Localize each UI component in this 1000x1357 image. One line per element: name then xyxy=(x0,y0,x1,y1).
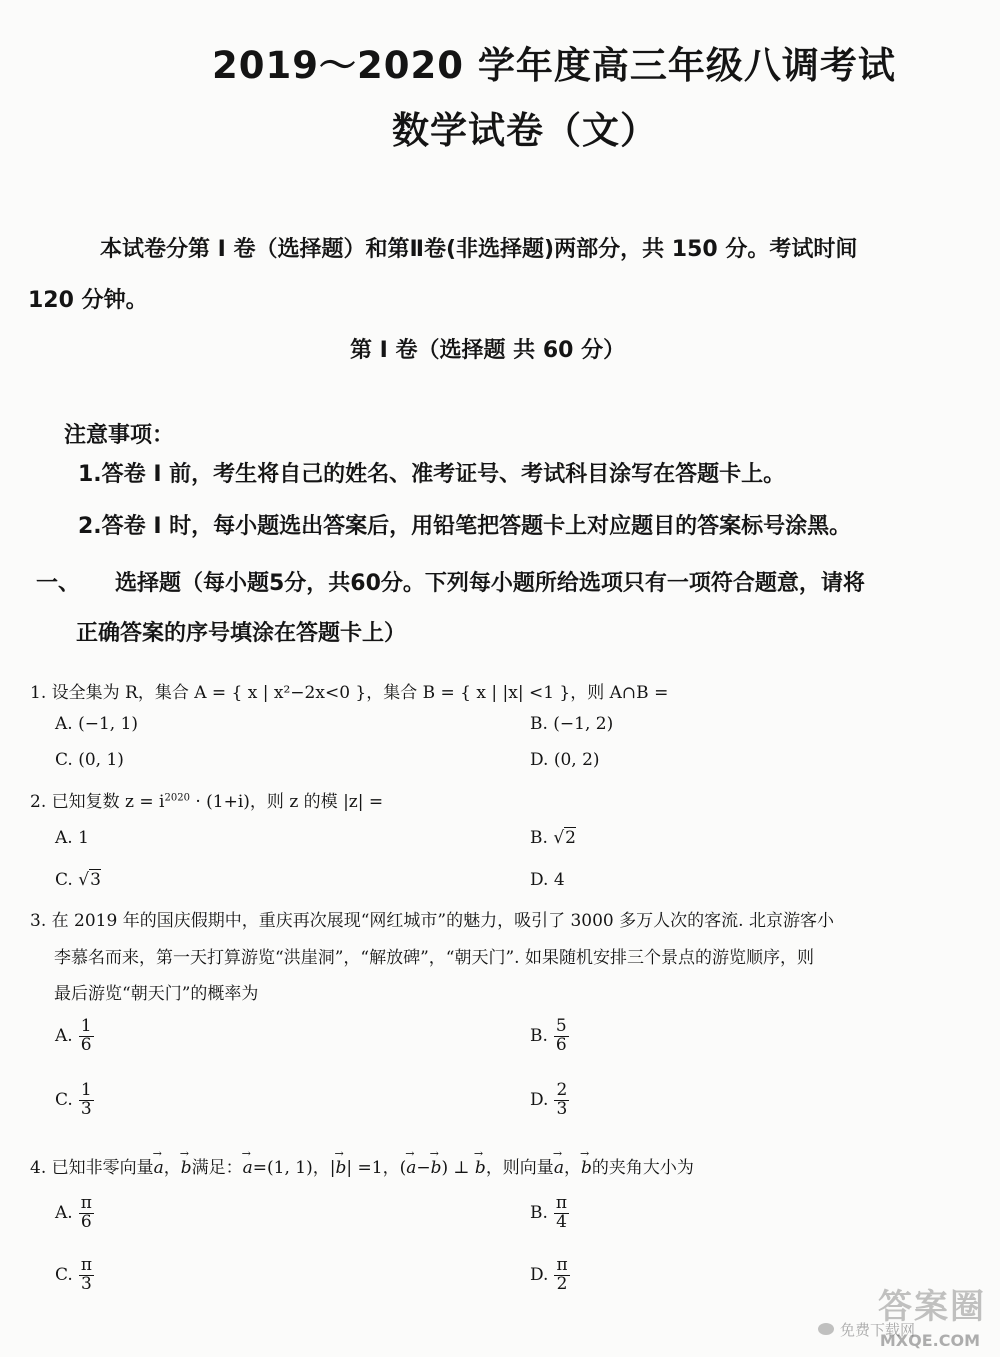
fraction xyxy=(79,1257,94,1294)
stem-text: ) ⊥ xyxy=(441,1158,475,1178)
numerator: π xyxy=(555,1193,568,1213)
question-4-option-b xyxy=(530,1195,569,1232)
vector-b: → b xyxy=(431,1158,442,1178)
radical-icon: √ xyxy=(78,870,90,890)
stem-text: − xyxy=(416,1158,431,1178)
section-heading-line-1: 选择题（每小题5分，共60分。下列每小题所给选项只有一项符合题意，请将 xyxy=(115,571,865,596)
stem-text: 满足： xyxy=(191,1158,243,1178)
fraction xyxy=(79,1018,94,1055)
vector-a: → a xyxy=(154,1158,164,1178)
numerator: 1 xyxy=(80,1016,92,1036)
question-3-option-d xyxy=(530,1082,569,1119)
question-2-option-a: A. 1 xyxy=(55,828,89,848)
question-3-option-b xyxy=(530,1018,569,1055)
intro-line-1: 本试卷分第 I 卷（选择题）和第Ⅱ卷(非选择题)两部分，共 150 分。考试时间 xyxy=(100,237,858,262)
denominator: 3 xyxy=(80,1098,92,1119)
question-2-option-b-radicand: 2 xyxy=(565,828,576,848)
question-4-option-d xyxy=(530,1257,570,1294)
denominator: 6 xyxy=(80,1211,92,1232)
intro-line-2: 120 分钟。 xyxy=(28,288,148,313)
watermark xyxy=(804,1279,994,1351)
numerator: π xyxy=(556,1255,568,1275)
stem-text: 的夹角大小为 xyxy=(591,1158,694,1178)
fraction xyxy=(554,1018,569,1055)
question-1-option-a: A. (−1, 1) xyxy=(55,714,139,734)
question-2-option-b-label: B. xyxy=(530,828,548,848)
note-item-1: 1.答卷 I 前，考生将自己的姓名、准考证号、考试科目涂写在答题卡上。 xyxy=(78,462,786,487)
fraction xyxy=(79,1195,94,1232)
fraction xyxy=(554,1195,569,1232)
watermark-url: MXQE.COM xyxy=(879,1331,980,1350)
section-number: 一、 xyxy=(36,571,81,596)
watermark-caption: 免费下载网 xyxy=(840,1321,916,1339)
numerator: π xyxy=(80,1193,92,1213)
question-3-stem-line-2: 李慕名而来，第一天打算游览“洪崖洞”，“解放碑”，“朝天门”. 如果随机安排三个景点的游览顺序，则 xyxy=(54,948,814,968)
question-1-option-d: D. (0, 2) xyxy=(530,750,600,770)
question-2-stem xyxy=(30,787,383,812)
question-2-option-c-label: C. xyxy=(55,870,73,890)
option-label: B. xyxy=(530,1026,548,1047)
section-heading-line-2: 正确答案的序号填涂在答题卡上） xyxy=(76,621,407,646)
option-label: C. xyxy=(55,1265,73,1286)
vector-b: → b xyxy=(181,1158,192,1178)
question-2-option-b xyxy=(530,828,576,848)
part1-heading: 第 I 卷（选择题 共 60 分） xyxy=(350,338,626,363)
exam-title: 2019～2020 学年度高三年级八调考试 xyxy=(212,44,896,87)
exam-subtitle: 数学试卷（文） xyxy=(392,109,658,152)
option-label: C. xyxy=(55,1090,73,1111)
option-label: A. xyxy=(55,1026,73,1047)
vector-a: → a xyxy=(406,1158,416,1178)
wechat-icon xyxy=(818,1323,834,1335)
watermark-logo: 答案圈 xyxy=(878,1287,986,1327)
fraction xyxy=(554,1082,569,1119)
option-label: D. xyxy=(530,1265,549,1286)
stem-text: 4. 已知非零向量 xyxy=(30,1158,154,1178)
denominator: 2 xyxy=(556,1273,568,1294)
numerator: 1 xyxy=(80,1080,92,1100)
stem-text: | =1，( xyxy=(346,1158,407,1178)
numerator: π xyxy=(80,1255,92,1275)
stem-text: =(1, 1)，| xyxy=(252,1158,336,1178)
question-3-option-c xyxy=(55,1082,94,1119)
question-2-option-c-radicand: 3 xyxy=(90,870,101,890)
stem-text: ， xyxy=(163,1158,181,1178)
stem-text: ， xyxy=(563,1158,581,1178)
stem-text: ，则向量 xyxy=(485,1158,554,1178)
question-3-option-a xyxy=(55,1018,94,1055)
vector-b: → b xyxy=(335,1158,346,1178)
option-label: A. xyxy=(55,1203,73,1224)
numerator: 2 xyxy=(556,1080,568,1100)
question-2-stem-suffix: · (1+i)，则 z 的模 |z| = xyxy=(189,792,384,812)
question-1-option-c: C. (0, 1) xyxy=(55,750,124,770)
note-item-2: 2.答卷 I 时，每小题选出答案后，用铅笔把答题卡上对应题目的答案标号涂黑。 xyxy=(78,514,852,539)
fraction xyxy=(554,1257,569,1294)
notes-heading: 注意事项： xyxy=(64,423,175,448)
denominator: 6 xyxy=(80,1034,92,1055)
question-2-stem-prefix: 2. 已知复数 z = i xyxy=(30,792,165,812)
vector-a: → a xyxy=(554,1158,564,1178)
question-4-option-a xyxy=(55,1195,94,1232)
option-label: D. xyxy=(530,1090,549,1111)
denominator: 3 xyxy=(80,1273,92,1294)
denominator: 6 xyxy=(555,1034,567,1055)
question-3-stem-line-3: 最后游览“朝天门”的概率为 xyxy=(54,984,259,1004)
numerator: 5 xyxy=(555,1016,567,1036)
denominator: 4 xyxy=(556,1211,567,1232)
fraction xyxy=(79,1082,94,1119)
question-1-option-b: B. (−1, 2) xyxy=(530,714,614,734)
question-2-option-d: D. 4 xyxy=(530,870,565,890)
question-3-stem-line-1: 3. 在 2019 年的国庆假期中，重庆再次展现“网红城市”的魅力，吸引了 3000 多万人次的客流. 北京游客小 xyxy=(30,911,834,931)
radical-icon: √ xyxy=(553,828,565,848)
option-label: B. xyxy=(530,1203,548,1224)
question-1-stem: 1. 设全集为 R，集合 A = { x | x²−2x<0 }，集合 B = { x | |x| <1 }，则 A∩B = xyxy=(30,683,669,703)
question-2-option-c xyxy=(55,870,101,890)
vector-b: → b xyxy=(475,1158,486,1178)
vector-a: → a xyxy=(243,1158,253,1178)
vector-b: → b xyxy=(581,1158,592,1178)
question-4-stem xyxy=(30,1153,694,1178)
question-2-exponent: 2020 xyxy=(164,792,190,804)
denominator: 3 xyxy=(556,1098,568,1119)
question-4-option-c xyxy=(55,1257,94,1294)
